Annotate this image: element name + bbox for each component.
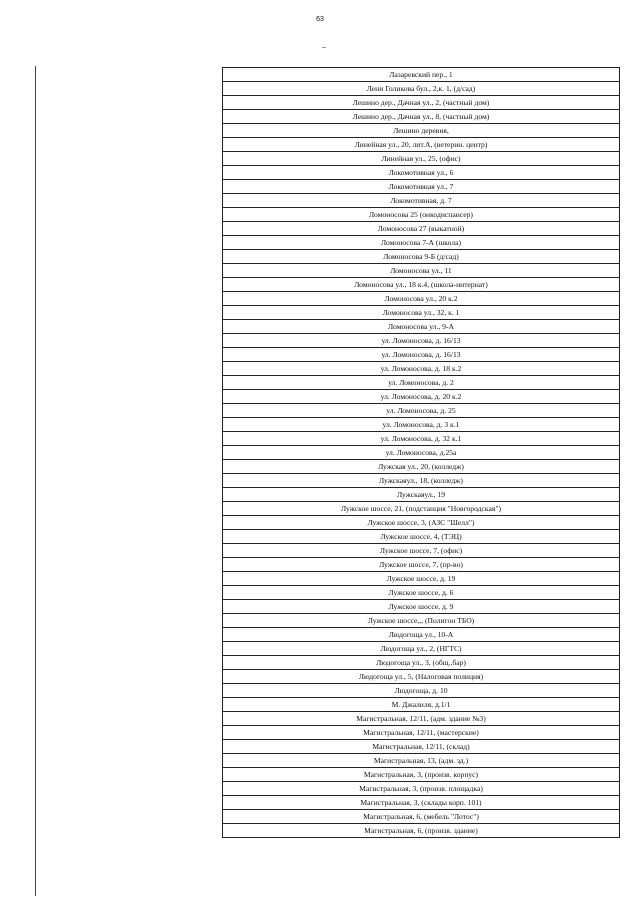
address-cell: Ломоносова ул., 20 к.2 — [223, 292, 620, 306]
table-row — [223, 782, 620, 796]
address-table-body — [223, 68, 620, 838]
table-row — [223, 586, 620, 600]
table-row — [223, 208, 620, 222]
table-row — [223, 726, 620, 740]
table-row — [223, 418, 620, 432]
table-row — [223, 362, 620, 376]
address-cell: Магистральная, 13, (адм. зд.) — [223, 754, 620, 768]
address-cell: Магистральная, 12/11, (мастерские) — [223, 726, 620, 740]
table-row — [223, 502, 620, 516]
address-cell: ул. Ломоносова, д. 3 к.1 — [223, 418, 620, 432]
address-cell: Магистральная, 3, (произв. площадка) — [223, 782, 620, 796]
address-cell: Лужская ул., 20, (колледж) — [223, 460, 620, 474]
address-cell: Ломоносова ул., 9-А — [223, 320, 620, 334]
address-cell: ул. Ломоносова, д. 20 к.2 — [223, 390, 620, 404]
address-cell: Линейная ул., 25, (офис) — [223, 152, 620, 166]
table-row — [223, 96, 620, 110]
address-cell: Лужское шоссе, 7, (офис) — [223, 544, 620, 558]
address-cell: М. Джалиля, д.1/1 — [223, 698, 620, 712]
address-cell: Линейная ул., 20, лит.А, (ветерин. центр) — [223, 138, 620, 152]
table-row — [223, 152, 620, 166]
table-row — [223, 768, 620, 782]
table-row — [223, 334, 620, 348]
address-cell: ул. Ломоносова, д.25а — [223, 446, 620, 460]
address-cell: Лешино деревня, — [223, 124, 620, 138]
table-row — [223, 306, 620, 320]
table-row — [223, 600, 620, 614]
table-row — [223, 796, 620, 810]
table-row — [223, 250, 620, 264]
address-cell: Лазаревский пер., 1 — [223, 68, 620, 82]
address-cell: Лужское шоссе, 7, (пр-во) — [223, 558, 620, 572]
page-number: 63 — [316, 16, 324, 23]
address-cell: ул. Ломоносова, д. 32 к.1 — [223, 432, 620, 446]
address-cell: ул. Ломоносова, д. 18 к.2 — [223, 362, 620, 376]
table-row — [223, 404, 620, 418]
address-cell: Ломоносова ул., 32, к. 1 — [223, 306, 620, 320]
address-cell: Лени Голикова бул., 2,к. 1, (д/сад) — [223, 82, 620, 96]
table-row — [223, 166, 620, 180]
table-row — [223, 138, 620, 152]
address-cell: Лужскаяул., 19 — [223, 488, 620, 502]
table-row — [223, 614, 620, 628]
address-cell: Магистральная, 12/11, (склад) — [223, 740, 620, 754]
margin-line — [35, 66, 36, 896]
table-row — [223, 348, 620, 362]
address-cell: Лужское шоссе, 4, (ТЭЦ) — [223, 530, 620, 544]
table-row — [223, 460, 620, 474]
table-row — [223, 236, 620, 250]
table-row — [223, 376, 620, 390]
address-cell: ул. Ломоносова, д. 25 — [223, 404, 620, 418]
address-cell: Людогоща, д. 10 — [223, 684, 620, 698]
table-row — [223, 516, 620, 530]
table-row — [223, 110, 620, 124]
address-cell: Локомотивная ул., 7 — [223, 180, 620, 194]
table-row — [223, 684, 620, 698]
table-row — [223, 740, 620, 754]
table-row — [223, 670, 620, 684]
address-cell: ул. Ломоносова, д. 16/13 — [223, 348, 620, 362]
table-row — [223, 572, 620, 586]
address-cell: Лужское шоссе, д. 6 — [223, 586, 620, 600]
address-cell: Лужское шоссе, 3, (АЗС "Шелл") — [223, 516, 620, 530]
table-row — [223, 222, 620, 236]
address-cell: ул. Ломоносова, д. 16/13 — [223, 334, 620, 348]
address-cell: Ломоносова 9-Б (д/сад) — [223, 250, 620, 264]
address-cell: Магистральная, 12/11, (адм. здание №3) — [223, 712, 620, 726]
address-cell: ул. Ломоносова, д. 2 — [223, 376, 620, 390]
address-cell: Ломоносова 27 (выкатной) — [223, 222, 620, 236]
address-cell: Ломоносова 7-А (школа) — [223, 236, 620, 250]
table-row — [223, 432, 620, 446]
table-row — [223, 474, 620, 488]
table-row — [223, 642, 620, 656]
table-row — [223, 754, 620, 768]
address-cell: Ломоносова ул., 11 — [223, 264, 620, 278]
table-row — [223, 558, 620, 572]
address-cell: Лужское шоссе,,, (Полигон ТБО) — [223, 614, 620, 628]
table-row — [223, 698, 620, 712]
table-row — [223, 292, 620, 306]
table-row — [223, 530, 620, 544]
table-row — [223, 390, 620, 404]
table-row — [223, 628, 620, 642]
address-cell: Людогоща ул., 5, (Налоговая полиция) — [223, 670, 620, 684]
address-cell: Людогоща ул., 2, (НГТС) — [223, 642, 620, 656]
address-cell: Лужское шоссе, д. 19 — [223, 572, 620, 586]
table-row — [223, 446, 620, 460]
address-cell: Лужское шоссе, д. 9 — [223, 600, 620, 614]
table-row — [223, 194, 620, 208]
table-row — [223, 264, 620, 278]
address-cell: Ломоносова ул., 18 к.4, (школа-интернат) — [223, 278, 620, 292]
table-row — [223, 544, 620, 558]
address-cell: Лешино дер., Дачная ул., 8, (частный дом) — [223, 110, 620, 124]
table-row — [223, 810, 620, 824]
address-table — [222, 67, 620, 838]
table-row — [223, 180, 620, 194]
table-row — [223, 656, 620, 670]
address-cell: Магистральная, 6, (мебель "Лотос") — [223, 810, 620, 824]
address-cell: Ломоносова 25 (онкодиспансер) — [223, 208, 620, 222]
address-cell: Магистральная, 3, (произв. корпус) — [223, 768, 620, 782]
address-cell: Лешино дер., Дачная ул., 2, (частный дом) — [223, 96, 620, 110]
table-row — [223, 82, 620, 96]
table-row — [223, 124, 620, 138]
table-row — [223, 712, 620, 726]
address-cell: Людогоща ул., 3, (общ.,бар) — [223, 656, 620, 670]
table-row — [223, 488, 620, 502]
address-cell: Людогоща ул., 10-А — [223, 628, 620, 642]
table-row — [223, 320, 620, 334]
table-row — [223, 68, 620, 82]
table-row — [223, 278, 620, 292]
address-cell: Локомотивная, д. 7 — [223, 194, 620, 208]
address-cell: Локомотивная ул., 6 — [223, 166, 620, 180]
address-cell: Лужскаяул., 18, (колледж) — [223, 474, 620, 488]
scan-speck — [322, 47, 326, 48]
address-cell: Магистральная, 6, (произв. здание) — [223, 824, 620, 838]
address-cell: Магистральная, 3, (склады корп. 101) — [223, 796, 620, 810]
table-row — [223, 824, 620, 838]
address-cell: Лужское шоссе, 21, (подстанция "Новгородская") — [223, 502, 620, 516]
